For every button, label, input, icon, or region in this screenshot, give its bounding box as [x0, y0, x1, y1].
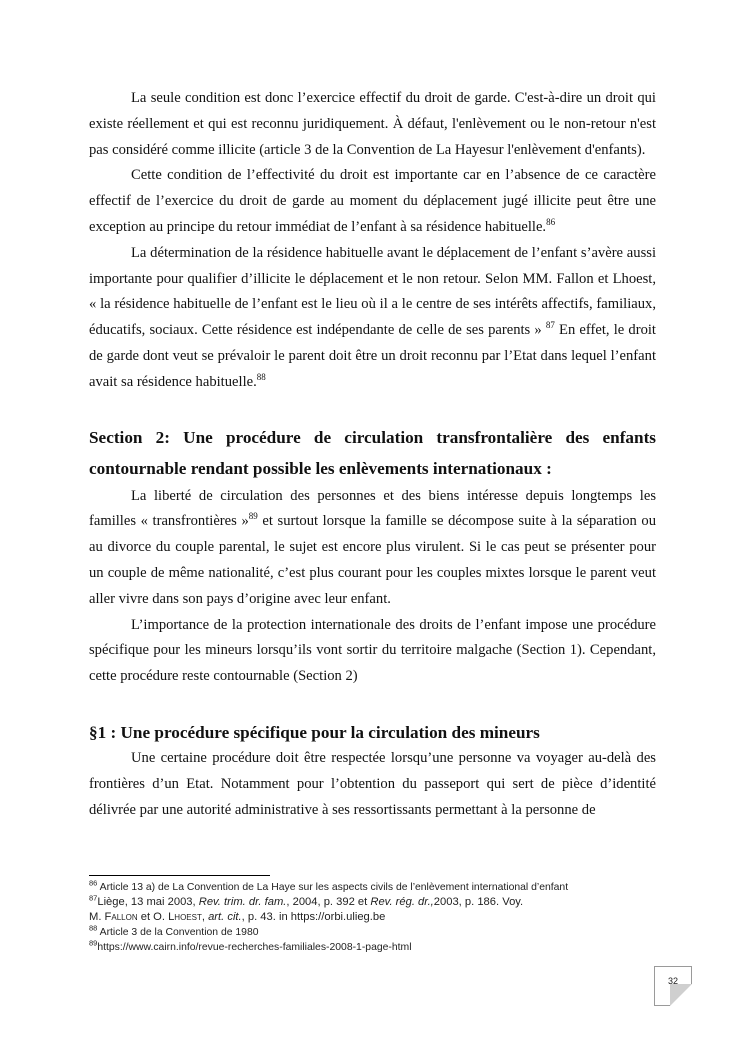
- footnote-number: 87: [89, 893, 98, 903]
- footnote-text: 2003, p. 186. Voy.: [433, 896, 524, 908]
- paragraph-text: En effet, le droit de garde dont veut se prévaloir le parent doit être un droit reconnu par l’Etat dans lequel l’enfant avait sa résidence habituelle.: [89, 322, 656, 390]
- author-name: hoest: [174, 911, 202, 923]
- footnote-87: [89, 895, 689, 910]
- footnote-87-continued: [89, 910, 689, 925]
- footnote-89: [89, 940, 689, 955]
- page-number: 32: [667, 976, 678, 986]
- footnotes: [89, 880, 689, 955]
- paragraph-text: Une certaine procédure doit être respectée lorsqu’une personne va voyager au-delà des frontières d’un Etat. Notamment pour l’obtention du passeport qui sert de pièce d’identité délivrée par une autorité administrative à ses ressortissants permettant à la personne de: [89, 749, 656, 818]
- footnote-ref-88[interactable]: 88: [256, 371, 266, 382]
- paragraph: [89, 484, 656, 613]
- footnote-text: Liège, 13 mai 2003,: [97, 896, 199, 908]
- paragraph-text: et surtout lorsque la famille se décompose suite à la séparation ou au divorce du couple parental, le sujet est encore plus virulent. Si le cas peut se présenter pour un couple de même nationalité, c’est plus courant pour les couples mixtes lorsque le parent veut aller vivre dans son pays d’origine avec leur enfant.: [89, 513, 656, 607]
- section-heading: Section 2: Une procédure de circulation transfrontalière des enfants contournable rendant possible les enlèvements internationaux :: [89, 427, 656, 478]
- page-number-box: [654, 966, 692, 1006]
- footnote-text: Article 13 a) de La Convention de La Haye sur les aspects civils de l’enlèvement international d’enfant: [97, 882, 569, 893]
- citation-abbrev: art. cit.: [208, 911, 242, 923]
- paragraph: [89, 241, 656, 396]
- footnote-text: Article 3 de la Convention de 1980: [97, 927, 259, 938]
- footnote-text: M. F: [89, 911, 112, 923]
- footnote-number: 86: [89, 878, 98, 888]
- footnote-text: ,: [201, 911, 209, 923]
- page-corner-fold-icon: [670, 984, 692, 1006]
- footnote-text: et O. L: [137, 911, 175, 923]
- paragraph-text: La liberté de circulation des personnes et des biens intéresse depuis longtemps les familles « transfrontières »: [89, 487, 656, 530]
- footnote-link[interactable]: https://www.cairn.info/revue-recherches-familiales-2008-1-page-html: [97, 942, 412, 953]
- subsection-heading: §1 : Une procédure spécifique pour la circulation des mineurs: [89, 722, 540, 742]
- paragraph: [89, 163, 656, 240]
- paragraph-text: La détermination de la résidence habituelle avant le déplacement de l’enfant s’avère aussi importante pour qualifier d’illicite le déplacement et le non retour. Selon MM. Fallon et Lhoest, « la résidence habituelle de l’enfant est le lieu où il a le centre de ses intérêts affectifs, familiaux, éducatifs, sociaux. Cette résidence est indépendante de celle de ses parents »: [89, 244, 656, 339]
- paragraph-text: L’importance de la protection internationale des droits de l’enfant impose une procédure spécifique pour les mineurs lorsqu’ils vont sortir du territoire malgache (Section 1). Cependant, cette procédure reste contournable (Section 2): [89, 616, 656, 685]
- footnote-text: , p. 43. in https://orbi.ulieg.be: [241, 911, 386, 923]
- paragraph: [89, 746, 656, 823]
- footnote-number: 89: [89, 938, 98, 948]
- footnote-ref-89[interactable]: 89: [248, 511, 258, 522]
- paragraph-text: La seule condition est donc l’exercice effectif du droit de garde. C'est-à-dire un droit qui existe réellement et qui est reconnu juridiquement. À défaut, l'enlèvement ou le non-retour n'est pas considéré comme illicite (article 3 de la Convention de La Hayesur l'enlèvement d'enfants).: [89, 90, 656, 158]
- journal-title: Rev. trim. dr. fam.: [198, 896, 287, 908]
- paragraph-text: Cette condition de l’effectivité du droit est importante car en l’absence de ce caractère effectif de l’exercice du droit de garde au moment du déplacement jugé illicite peut être une exception au principe du retour immédiat de l’enfant à sa résidence habituelle.: [89, 167, 656, 235]
- footnote-text: , 2004, p. 392 et: [286, 896, 371, 908]
- document-body: [89, 86, 656, 823]
- footnote-ref-87[interactable]: 87: [545, 320, 555, 331]
- paragraph: [89, 613, 656, 690]
- journal-title: Rev. rég. dr.,: [370, 896, 434, 908]
- footnote-separator: [89, 875, 270, 876]
- footnote-88: [89, 925, 689, 940]
- paragraph: [89, 86, 656, 163]
- footnote-86: [89, 880, 689, 895]
- author-name: allon: [111, 911, 138, 923]
- footnote-number: 88: [89, 923, 98, 933]
- footnote-ref-86[interactable]: 86: [546, 217, 556, 228]
